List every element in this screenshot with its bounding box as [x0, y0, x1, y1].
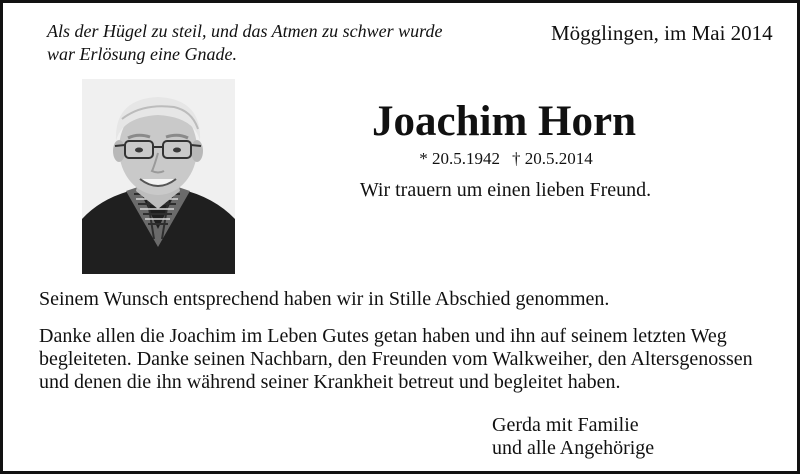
signature	[492, 414, 654, 460]
signature-line-1: Gerda mit Familie	[492, 414, 639, 436]
verse-line-2: war Erlösung eine Gnade.	[47, 44, 237, 64]
life-dates	[353, 149, 659, 169]
thanks-paragraph	[39, 325, 753, 394]
death-date: † 20.5.2014	[512, 149, 593, 168]
farewell-wish: Seinem Wunsch entsprechend haben wir in Stille Abschied genommen.	[39, 288, 610, 310]
thanks-line-2: begleiteten. Danke seinen Nachbarn, den Freunden vom Walkweiher, den Altersgenossen	[39, 348, 753, 370]
mourning-line: Wir trauern um einen lieben Freund.	[359, 179, 652, 201]
verse-quote	[47, 20, 442, 66]
thanks-line-3: und denen die ihn während seiner Krankheit betreut und begleitet haben.	[39, 371, 621, 393]
verse-line-1: Als der Hügel zu steil, und das Atmen zu schwer wurde	[47, 21, 443, 41]
thanks-line-1: Danke allen die Joachim im Leben Gutes getan haben und ihn auf seinem letzten Weg	[39, 325, 727, 347]
portrait-photo	[82, 79, 235, 274]
place-date: Mögglingen, im Mai 2014	[551, 21, 773, 45]
signature-line-2: und alle Angehörige	[492, 437, 655, 459]
deceased-name: Joachim Horn	[372, 98, 636, 145]
birth-date: * 20.5.1942	[419, 149, 500, 168]
